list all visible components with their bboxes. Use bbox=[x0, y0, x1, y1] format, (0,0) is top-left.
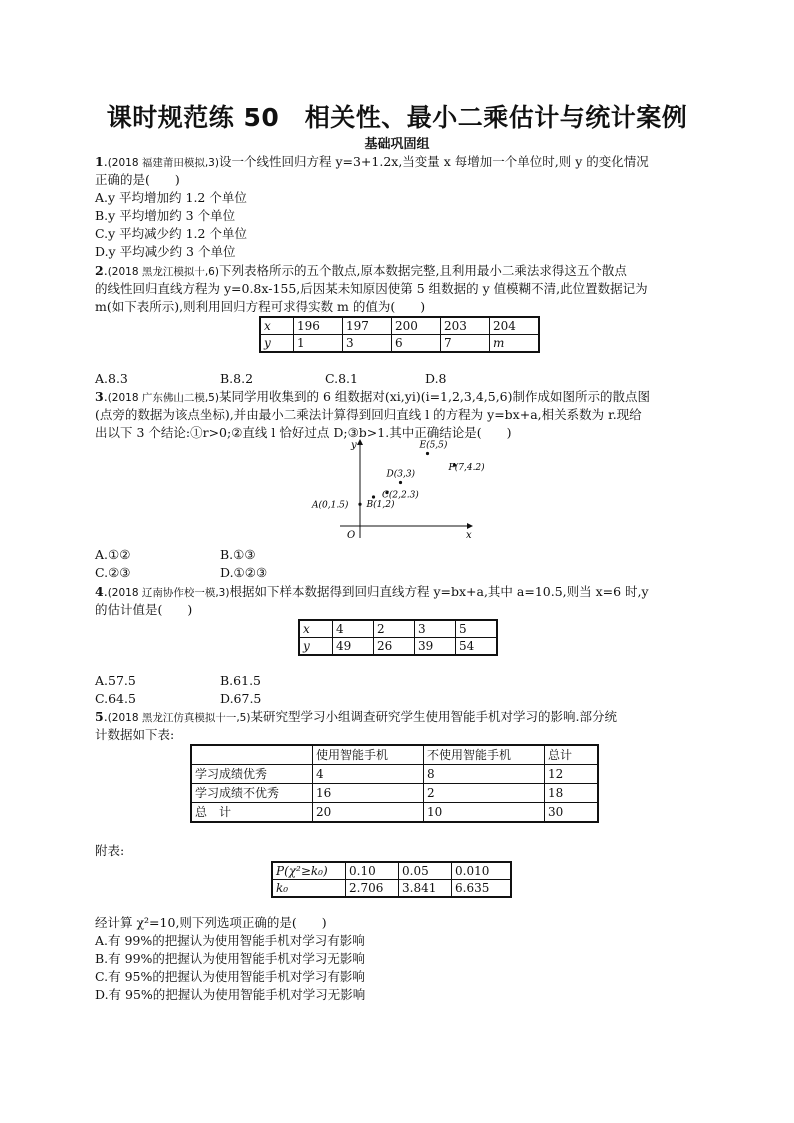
point-label: B(1,2) bbox=[366, 500, 395, 510]
q2-option-d: D.8 bbox=[425, 371, 447, 386]
q2-option-c: C.8.1 bbox=[325, 371, 358, 386]
q4-stem: 4.(2018 辽南协作校一模,3)根据如下样本数据得到回归直线方程 y=bx+a,其中 a=10.5,则当 x=6 时,y bbox=[95, 584, 649, 599]
table-cell: 0.010 bbox=[452, 862, 512, 880]
table-cell: 使用智能手机 bbox=[313, 745, 424, 765]
table-cell: 0.10 bbox=[346, 862, 399, 880]
x-axis-label: x bbox=[466, 530, 472, 541]
table-cell: 学习成绩优秀 bbox=[191, 765, 313, 784]
table-cell: 4 bbox=[333, 620, 374, 638]
scatter-plot bbox=[300, 432, 500, 544]
scatter-point bbox=[399, 481, 402, 484]
q5-contingency-table bbox=[190, 744, 599, 823]
q4-option-b: B.61.5 bbox=[220, 673, 261, 688]
scatter-point bbox=[372, 495, 375, 498]
q5-stem: 5.(2018 黑龙江仿真模拟十一,5)某研究型学习小组调查研究学生使用智能手机对学习的影响.部分统 bbox=[95, 709, 617, 724]
table-row bbox=[191, 803, 598, 823]
q3-option-d: D.①②③ bbox=[220, 565, 268, 580]
q4-source: (2018 辽南协作校一模,3) bbox=[107, 587, 230, 599]
q1-source: (2018 福建莆田模拟,3) bbox=[107, 157, 219, 169]
q1-option-c: C.y 平均减少约 1.2 个单位 bbox=[95, 226, 247, 241]
q4-stem-2: 的估计值是( ) bbox=[95, 602, 193, 617]
table-cell: P(χ²≥k₀) bbox=[272, 862, 346, 880]
q4-option-c: C.64.5 bbox=[95, 691, 136, 706]
q2-option-a: A.8.3 bbox=[95, 371, 128, 386]
q3-option-b: B.①③ bbox=[220, 547, 256, 562]
scatter-point bbox=[358, 503, 361, 506]
table-cell: 学习成绩不优秀 bbox=[191, 784, 313, 803]
table-cell: 2 bbox=[424, 784, 545, 803]
point-label: A(0,1.5) bbox=[312, 500, 349, 511]
table-cell: 204 bbox=[490, 317, 540, 335]
table-cell: 2.706 bbox=[346, 880, 399, 898]
table-cell: 7 bbox=[441, 335, 490, 353]
point-label: E(5,5) bbox=[419, 440, 448, 451]
table-cell: m bbox=[490, 335, 540, 353]
table-cell: y bbox=[299, 638, 333, 656]
table-cell: 18 bbox=[545, 784, 599, 803]
q3-stem-3: 出以下 3 个结论:①r>0;②直线 l 恰好过点 D;③b>1.其中正确结论是( ) bbox=[95, 425, 512, 440]
table-row bbox=[272, 862, 511, 880]
q1-option-a: A.y 平均增加约 1.2 个单位 bbox=[95, 190, 247, 205]
q5-source: (2018 黑龙江仿真模拟十一,5) bbox=[107, 712, 251, 724]
q3-option-c: C.②③ bbox=[95, 565, 131, 580]
q5-text: 某研究型学习小组调查研究学生使用智能手机对学习的影响.部分统 bbox=[250, 709, 617, 724]
q1-option-d: D.y 平均减少约 3 个单位 bbox=[95, 244, 236, 259]
q5-number: 5 bbox=[95, 709, 104, 724]
table-cell: 196 bbox=[294, 317, 343, 335]
section-heading: 基础巩固组 bbox=[364, 137, 430, 152]
table-row bbox=[272, 880, 511, 898]
point-label: C(2,2.3) bbox=[382, 490, 419, 501]
table-cell: 8 bbox=[424, 765, 545, 784]
table-row bbox=[260, 335, 539, 353]
q4-option-a: A.57.5 bbox=[95, 673, 136, 688]
table-cell: 1 bbox=[294, 335, 343, 353]
q2-stem: 2.(2018 黑龙江模拟十,6)下列表格所示的五个散点,原本数据完整,且利用最小二乘法求得这五个散点 bbox=[95, 263, 627, 278]
q2-stem-2: 的线性回归直线方程为 y=0.8x-155,后因某未知原因使第 5 组数据的 y 值模糊不清,此位置数据记为 bbox=[95, 281, 648, 296]
q3-stem: 3.(2018 广东佛山二模,5)某同学用收集到的 6 组数据对(xi,yi)(i=1,2,3,4,5,6)制作成如图所示的散点图 bbox=[95, 389, 651, 404]
table-cell: 6 bbox=[392, 335, 441, 353]
appendix-table bbox=[271, 861, 512, 898]
q5-stem-2: 计数据如下表: bbox=[95, 727, 175, 742]
table-row bbox=[191, 765, 598, 784]
q2-data-table bbox=[259, 316, 540, 353]
q2-source: (2018 黑龙江模拟十,6) bbox=[107, 266, 219, 278]
page-title: 课时规范练 50 相关性、最小二乘估计与统计案例 bbox=[106, 103, 688, 132]
table-cell: k₀ bbox=[272, 880, 346, 898]
origin-label: O bbox=[347, 530, 356, 541]
q1-text: 设一个线性回归方程 y=3+1.2x,当变量 x 每增加一个单位时,则 y 的变化情况 bbox=[218, 154, 649, 169]
q4-option-d: D.67.5 bbox=[220, 691, 262, 706]
table-cell: 30 bbox=[545, 803, 599, 823]
table-row bbox=[299, 620, 497, 638]
appendix-label: 附表: bbox=[95, 843, 125, 858]
q5-option-a: A.有 99%的把握认为使用智能手机对学习有影响 bbox=[95, 933, 365, 948]
table-cell: 4 bbox=[313, 765, 424, 784]
scatter-point bbox=[426, 452, 429, 455]
table-cell: 26 bbox=[374, 638, 415, 656]
table-cell: 54 bbox=[456, 638, 498, 656]
table-cell: 3 bbox=[343, 335, 392, 353]
table-cell: 3 bbox=[415, 620, 456, 638]
table-cell: 0.05 bbox=[399, 862, 452, 880]
q1-option-b: B.y 平均增加约 3 个单位 bbox=[95, 208, 236, 223]
q2-option-b: B.8.2 bbox=[220, 371, 254, 386]
q5-stem-3: 经计算 χ²=10,则下列选项正确的是( ) bbox=[95, 915, 327, 930]
q5-option-b: B.有 99%的把握认为使用智能手机对学习无影响 bbox=[95, 951, 365, 966]
y-axis-label: y bbox=[351, 440, 357, 451]
table-cell: 10 bbox=[424, 803, 545, 823]
table-cell: 总计 bbox=[545, 745, 599, 765]
scatter-points bbox=[311, 440, 485, 511]
table-cell: y bbox=[260, 335, 294, 353]
table-row bbox=[191, 745, 598, 765]
point-label: D(3,3) bbox=[386, 469, 416, 480]
q1-stem: 1.(2018 福建莆田模拟,3)设一个线性回归方程 y=3+1.2x,当变量 x 每增加一个单位时,则 y 的变化情况 bbox=[95, 154, 649, 169]
q1-number: 1 bbox=[95, 154, 104, 169]
table-cell: 16 bbox=[313, 784, 424, 803]
q3-option-a: A.①② bbox=[95, 547, 131, 562]
table-row bbox=[191, 784, 598, 803]
table-cell: 39 bbox=[415, 638, 456, 656]
q4-data-table bbox=[298, 619, 498, 656]
table-cell: 不使用智能手机 bbox=[424, 745, 545, 765]
q5-option-c: C.有 95%的把握认为使用智能手机对学习有影响 bbox=[95, 969, 365, 984]
q4-number: 4 bbox=[95, 584, 104, 599]
table-cell: 49 bbox=[333, 638, 374, 656]
table-cell: 2 bbox=[374, 620, 415, 638]
q5-option-d: D.有 95%的把握认为使用智能手机对学习无影响 bbox=[95, 987, 366, 1002]
q3-number: 3 bbox=[95, 389, 104, 404]
table-cell: 200 bbox=[392, 317, 441, 335]
q3-text: 某同学用收集到的 6 组数据对(xi,yi)(i=1,2,3,4,5,6)制作成如图所示的散点图 bbox=[218, 389, 651, 404]
table-cell: x bbox=[260, 317, 294, 335]
table-cell: 20 bbox=[313, 803, 424, 823]
q3-source: (2018 广东佛山二模,5) bbox=[107, 392, 219, 404]
table-cell: x bbox=[299, 620, 333, 638]
table-cell: 总 计 bbox=[191, 803, 313, 823]
q2-number: 2 bbox=[95, 263, 104, 278]
q4-text: 根据如下样本数据得到回归直线方程 y=bx+a,其中 a=10.5,则当 x=6 时,y bbox=[229, 584, 649, 599]
q1-stem-2: 正确的是( ) bbox=[95, 172, 180, 187]
table-cell: 197 bbox=[343, 317, 392, 335]
table-cell bbox=[191, 745, 313, 765]
q2-stem-3: m(如下表所示),则利用回归方程可求得实数 m 的值为( ) bbox=[95, 299, 426, 314]
table-cell: 6.635 bbox=[452, 880, 512, 898]
table-cell: 12 bbox=[545, 765, 599, 784]
table-cell: 5 bbox=[456, 620, 498, 638]
table-row bbox=[299, 638, 497, 656]
q2-text: 下列表格所示的五个散点,原本数据完整,且利用最小二乘法求得这五个散点 bbox=[218, 263, 627, 278]
table-cell: 203 bbox=[441, 317, 490, 335]
table-row bbox=[260, 317, 539, 335]
q3-stem-2: (点旁的数据为该点坐标),并由最小二乘法计算得到回归直线 l 的方程为 y=bx+a,相关系数为 r.现给 bbox=[95, 407, 642, 422]
table-cell: 3.841 bbox=[399, 880, 452, 898]
point-label: F(7,4.2) bbox=[448, 463, 485, 474]
